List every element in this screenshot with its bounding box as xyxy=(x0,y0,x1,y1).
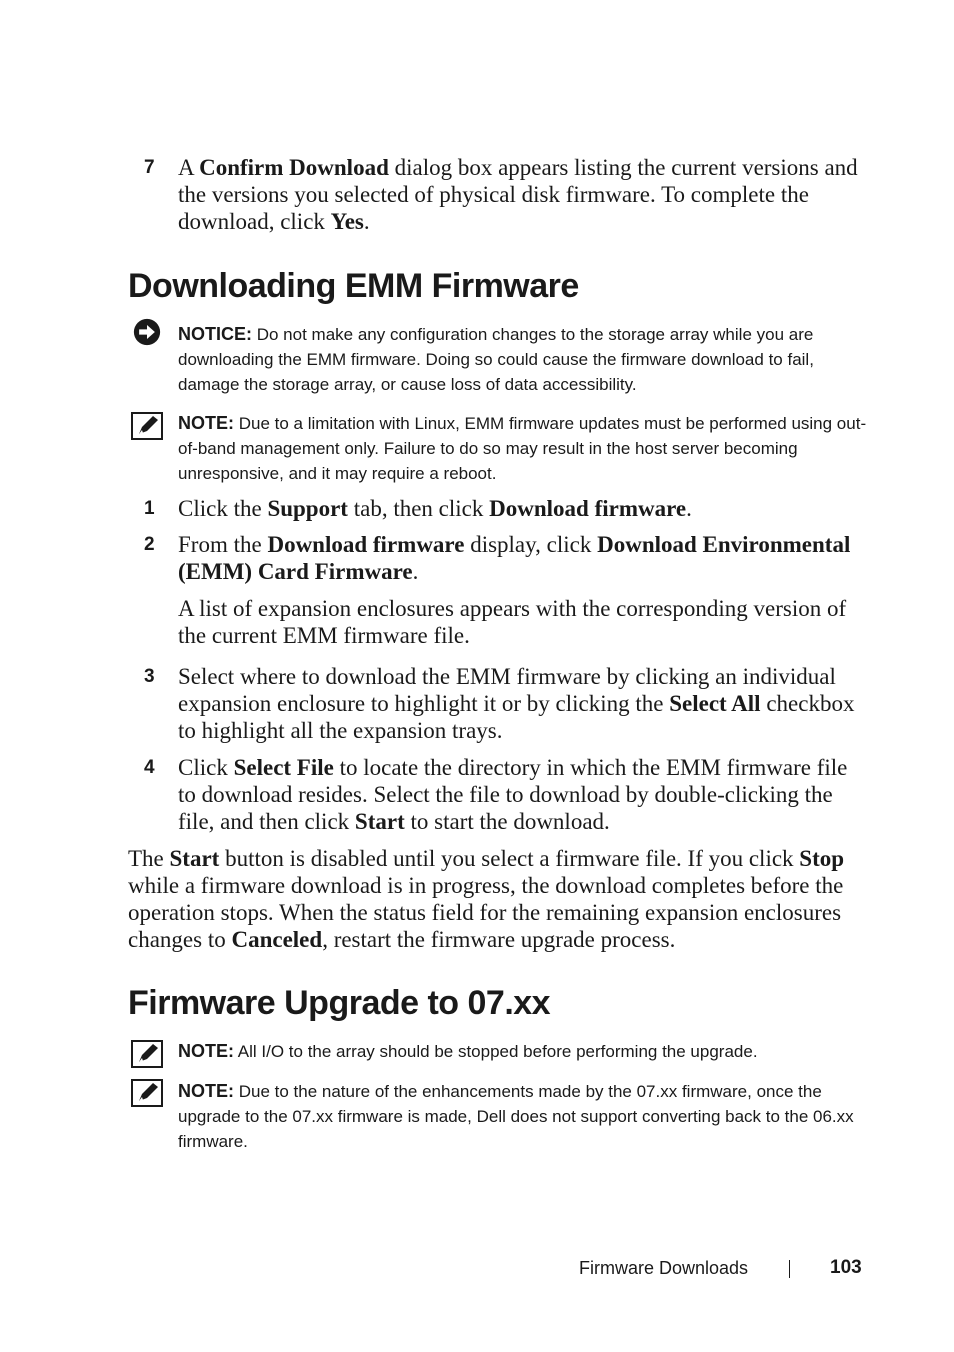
step-2-text: From the Download firmware display, click Download Environmental (EMM) Card Firmware. xyxy=(178,532,851,584)
footer-divider xyxy=(789,1260,790,1278)
step-number: 2 xyxy=(144,534,155,555)
step-3-text: Select where to download the EMM firmware by clicking an individual expansion enclosure to highlight it or by clicking the Select All checkbox to highlight all the expansion trays. xyxy=(178,664,855,743)
step-number: 7 xyxy=(144,157,155,178)
section-heading-upgrade: Firmware Upgrade to 07.xx xyxy=(128,984,551,1022)
footer-chapter-title: Firmware Downloads xyxy=(579,1258,749,1278)
step-7-text: A Confirm Download dialog box appears listing the current versions and the versions you selected of physical disk firmware. To complete the download, click Yes. xyxy=(178,155,858,234)
note-text: NOTE: Due to a limitation with Linux, EMM firmware updates must be performed using out-of-band management only. Failure to do so may result in the host server becoming unresponsive, and it may require a reboot. xyxy=(178,413,867,483)
step-number: 1 xyxy=(144,498,155,519)
pencil-note-icon xyxy=(131,1040,163,1068)
note-text: NOTE: All I/O to the array should be stopped before performing the upgrade. xyxy=(178,1041,758,1061)
notice-arrow-icon xyxy=(131,318,163,346)
step-number: 3 xyxy=(144,666,155,687)
step-number: 4 xyxy=(144,757,155,778)
pencil-note-icon xyxy=(131,412,163,440)
page-number: 103 xyxy=(830,1257,862,1278)
section-heading-emm: Downloading EMM Firmware xyxy=(128,267,579,305)
body-paragraph: The Start button is disabled until you select a firmware file. If you click Stop while a firmware download is in progress, the download completes before the operation stops. When the status field for the remaining expansion enclosures changes to Canceled, restart the firmware upgrade process. xyxy=(128,846,845,952)
note-text: NOTE: Due to the nature of the enhancements made by the 07.xx firmware, once the upgrade to the 07.xx firmware is made, Dell does not support converting back to the 06.xx firmware. xyxy=(178,1081,854,1151)
pencil-note-icon xyxy=(131,1079,163,1107)
step-4-text: Click Select File to locate the directory in which the EMM firmware file to download resides. Select the file to download by double-clicking the file, and then click Start to start the download. xyxy=(178,755,848,834)
notice-text: NOTICE: Do not make any configuration changes to the storage array while you are downloading the EMM firmware. Doing so could cause the firmware download to fail, damage the storage array, or cause loss of data accessibility. xyxy=(178,324,814,394)
step-1-text: Click the Support tab, then click Download firmware. xyxy=(178,496,692,521)
step-2-paragraph: A list of expansion enclosures appears with the corresponding version of the current EMM firmware file. xyxy=(178,596,847,648)
